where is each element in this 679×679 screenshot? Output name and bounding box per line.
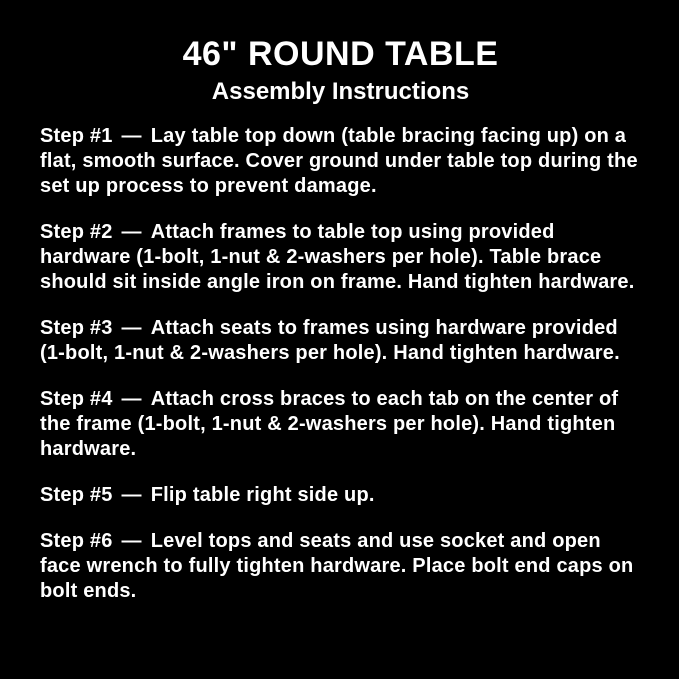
step-1 (40, 124, 641, 199)
step-3 (40, 316, 641, 366)
step-5-label: Step #5 (40, 483, 113, 506)
step-2-label: Step #2 (40, 220, 113, 243)
step-3-label: Step #3 (40, 316, 113, 339)
step-5-text: Flip table right side up. (150, 483, 375, 506)
step-2-text: Attach frames to table top using provided hardware (1-bolt, 1-nut & 2-washers per hole). Table brace should sit inside angle iron on frame. Hand tighten hardware. (40, 220, 635, 293)
step-4-dash: — (121, 387, 142, 410)
steps-list (40, 124, 641, 604)
step-1-dash: — (121, 124, 142, 147)
step-6-text: Level tops and seats and use socket and open face wrench to fully tighten hardware. Place bolt end caps on bolt ends. (40, 529, 634, 602)
header (40, 36, 641, 106)
step-4 (40, 387, 641, 462)
page-title: 46" ROUND TABLE (182, 35, 499, 73)
step-6 (40, 529, 641, 604)
step-1-label: Step #1 (40, 124, 113, 147)
step-4-text: Attach cross braces to each tab on the center of the frame (1-bolt, 1-nut & 2-washers per hole). Hand tighten hardware. (40, 387, 619, 460)
step-6-dash: — (121, 529, 142, 552)
step-2 (40, 220, 641, 295)
step-4-label: Step #4 (40, 387, 113, 410)
step-3-text: Attach seats to frames using hardware provided (1-bolt, 1-nut & 2-washers per hole). Hand tighten hardware. (40, 316, 620, 364)
step-1-text: Lay table top down (table bracing facing up) on a flat, smooth surface. Cover ground under table top during the set up process to prevent damage. (40, 124, 638, 197)
page-subtitle: Assembly Instructions (211, 78, 470, 106)
step-5-dash: — (121, 483, 142, 506)
step-3-dash: — (121, 316, 142, 339)
step-2-dash: — (121, 220, 142, 243)
step-6-label: Step #6 (40, 529, 113, 552)
step-5 (40, 483, 641, 508)
